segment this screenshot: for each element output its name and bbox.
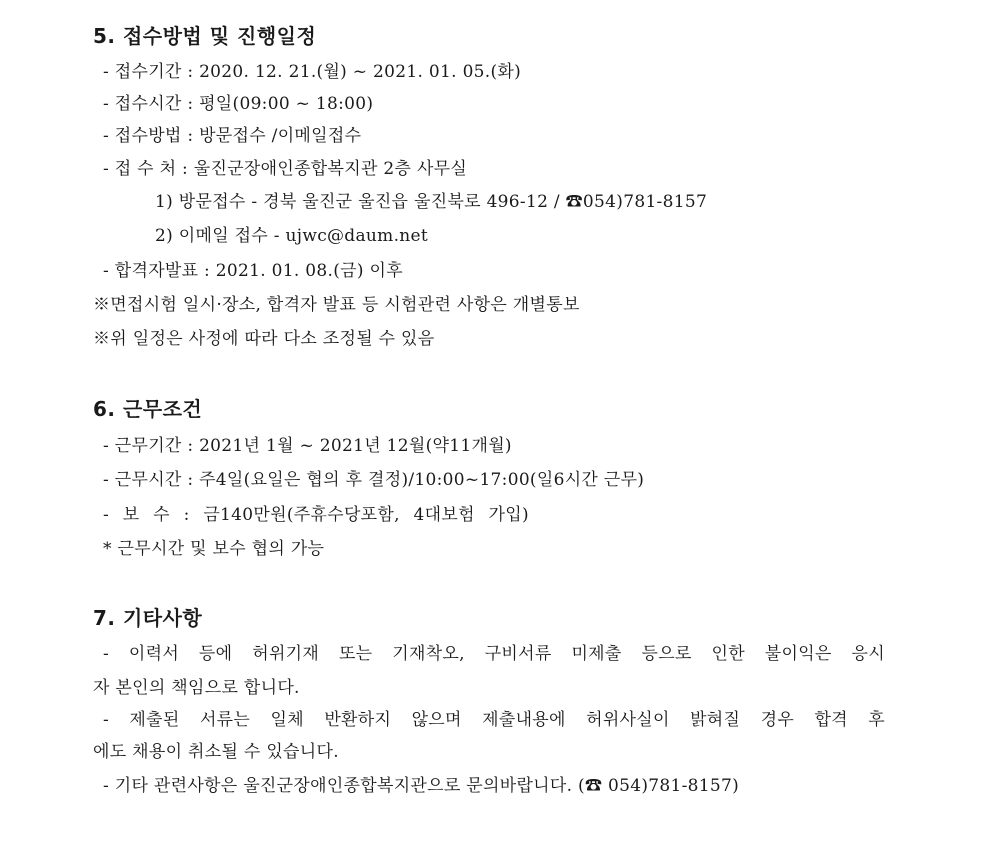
note-schedule-change: ※위 일정은 사정에 따라 다소 조정될 수 있음 — [93, 329, 435, 349]
inquiry-contact: - 기타 관련사항은 울진군장애인종합복지관으로 문의바랍니다. (☎ 054)781-8157) — [103, 776, 740, 796]
email-application: 2) 이메일 접수 - ujwc@daum.net — [155, 226, 429, 246]
other-note-1-cont: 자 본인의 책임으로 합니다. — [93, 678, 300, 698]
visit-application-address: 1) 방문접수 - 경북 울진군 울진읍 울진북로 496-12 / ☎054)781-8157 — [155, 192, 708, 212]
other-note-2-cont: 에도 채용이 취소될 수 있습니다. — [93, 742, 339, 762]
negotiable-note: * 근무시간 및 보수 협의 가능 — [103, 539, 325, 559]
application-period: - 접수기간 : 2020. 12. 21.(월) ~ 2021. 01. 05.(화) — [103, 62, 522, 82]
other-note-1: - 이력서 등에 허위기재 또는 기재착오, 구비서류 미제출 등으로 인한 불이익은 응시 — [103, 644, 885, 664]
salary: - 보 수 : 금140만원(주휴수당포함, 4대보험 가입) — [103, 505, 529, 525]
note-interview-notice: ※면접시험 일시·장소, 합격자 발표 등 시험관련 사항은 개별통보 — [93, 295, 580, 315]
result-announcement: - 합격자발표 : 2021. 01. 08.(금) 이후 — [103, 261, 403, 281]
section6-heading: 6. 근무조건 — [93, 397, 203, 421]
section5-heading: 5. 접수방법 및 진행일정 — [93, 24, 317, 48]
application-method: - 접수방법 : 방문접수 /이메일접수 — [103, 126, 362, 146]
application-hours: - 접수시간 : 평일(09:00 ~ 18:00) — [103, 94, 374, 114]
other-note-2: - 제출된 서류는 일체 반환하지 않으며 제출내용에 허위사실이 밝혀질 경우 합격 후 — [103, 710, 885, 730]
section7-heading: 7. 기타사항 — [93, 606, 203, 630]
application-place: - 접 수 처 : 울진군장애인종합복지관 2층 사무실 — [103, 159, 468, 179]
work-hours: - 근무시간 : 주4일(요일은 협의 후 결정)/10:00~17:00(일6시간 근무) — [103, 470, 645, 490]
work-period: - 근무기간 : 2021년 1월 ~ 2021년 12월(약11개월) — [103, 436, 512, 456]
